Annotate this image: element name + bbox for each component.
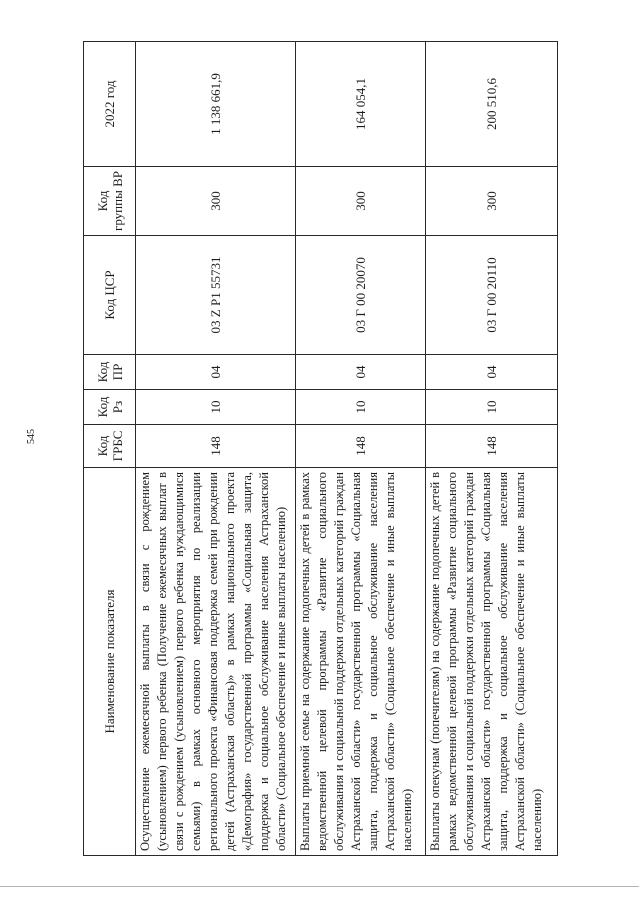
table-row	[426, 42, 558, 856]
cell-rz: 10	[426, 390, 558, 425]
header-pr: Код ПР	[84, 355, 136, 390]
cell-grbs: 148	[136, 425, 296, 468]
cell-name: Выплаты приемной семье на содержание подопечных детей в рамках ведомственной целевой программы «Развитие социального обслуживания и социальной поддержки отдельных категорий граждан Астраханской области» государственной программы «Социальная защита, поддержка и социальное обслуживание населения Астраханской области» (Социальное обеспечение и иные выплаты населению)	[296, 468, 426, 856]
cell-vr: 300	[136, 167, 296, 236]
table-row	[296, 42, 426, 856]
header-grbs: Код ГРБС	[84, 425, 136, 468]
page-number: 545	[26, 429, 37, 444]
cell-year: 164 054,1	[296, 42, 426, 167]
cell-grbs: 148	[296, 425, 426, 468]
header-csr: Код ЦСР	[84, 236, 136, 355]
cell-rz: 10	[296, 390, 426, 425]
cell-vr: 300	[426, 167, 558, 236]
cell-csr: 03 Г 00 20070	[296, 236, 426, 355]
cell-csr: 03 Г 00 20110	[426, 236, 558, 355]
table-row	[136, 42, 296, 856]
header-name: Наименование показателя	[84, 468, 136, 856]
cell-grbs: 148	[426, 425, 558, 468]
cell-pr: 04	[426, 355, 558, 390]
cell-year: 200 510,6	[426, 42, 558, 167]
cell-name: Осуществление ежемесячной выплаты в связи с рождением (усыновлением) первого ребенка (Получение ежемесячных выплат в связи с рождением (усыновлением) первого ребенка нуждающимися семьями) в рамках основного мероприятия по реализации регионального проекта «Финансовая поддержка семей при рождении детей (Астраханская область)» в рамках национального проекта «Демография» государственной программы «Социальная защита, поддержка и социальное обслуживание населения Астраханской области» (Социальное обеспечение и иные выплаты населению)	[136, 468, 296, 856]
cell-year: 1 138 661,9	[136, 42, 296, 167]
scan-edge-line	[0, 886, 639, 887]
cell-csr: 03 Z P1 55731	[136, 236, 296, 355]
budget-table	[83, 41, 558, 856]
cell-pr: 04	[296, 355, 426, 390]
table-header-row	[84, 42, 136, 856]
header-vr: Код группы ВР	[84, 167, 136, 236]
cell-name: Выплаты опекунам (попечителям) на содержание подопечных детей в рамках ведомственной целевой программы «Развитие социального обслуживания и социальной поддержки отдельных категорий граждан Астраханской области» государственной программы «Социальная защита, поддержка и социальное обслуживание населения Астраханской области» (Социальное обеспечение и иные выплаты населению)	[426, 468, 558, 856]
cell-vr: 300	[296, 167, 426, 236]
cell-rz: 10	[136, 390, 296, 425]
cell-pr: 04	[136, 355, 296, 390]
table-container	[83, 42, 554, 856]
header-year: 2022 год	[84, 42, 136, 167]
header-rz: Код Рз	[84, 390, 136, 425]
